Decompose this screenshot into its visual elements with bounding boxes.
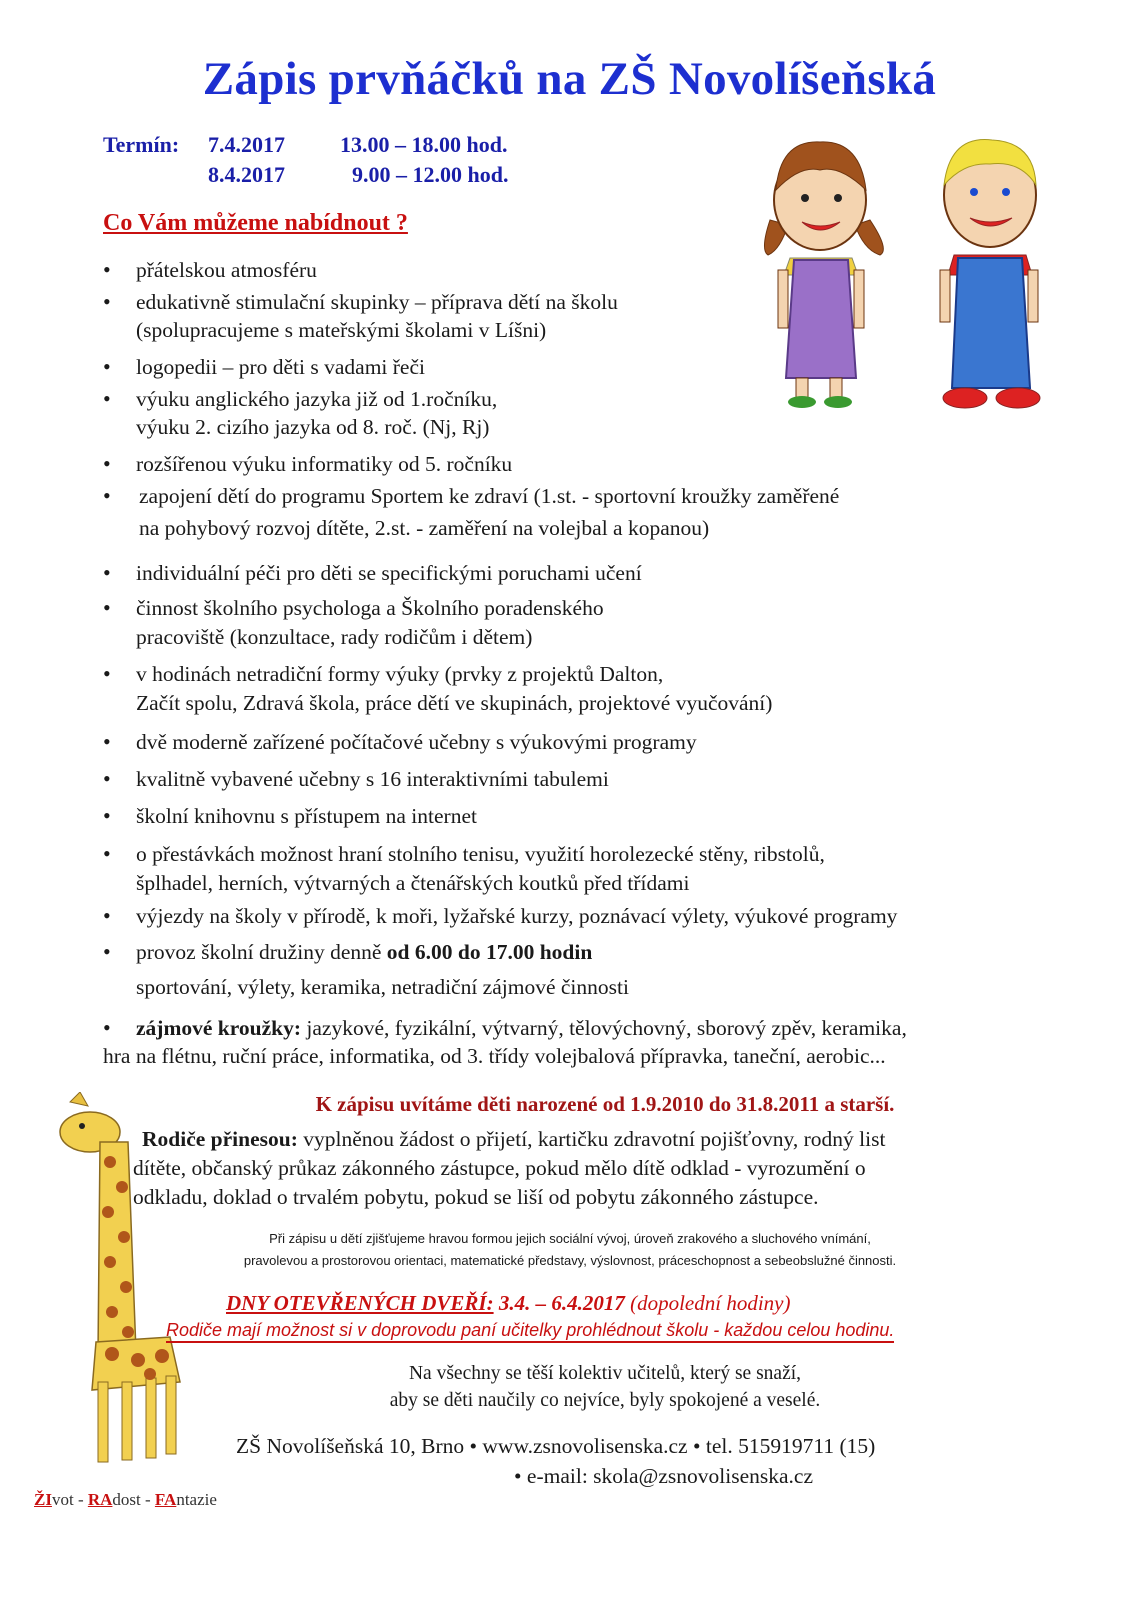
- assessment-note-line-2: pravolevou a prostorovou orientaci, matematické představy, výslovnost, práceschopnost a sebeobslužné činnosti.: [243, 1253, 897, 1268]
- schedule-time-1: 13.00 – 18.00 hod.: [340, 132, 508, 157]
- bullet-icon: •: [103, 903, 111, 928]
- schedule-time-2: 9.00 – 12.00 hod.: [352, 162, 509, 187]
- girl-drawing: [764, 142, 883, 408]
- assessment-note-line-1: Při zápisu u dětí zjišťujeme hravou formou jejich sociální vývoj, úroveň zrakového a sluchového vnímání,: [269, 1231, 871, 1246]
- bullet-icon: •: [103, 1015, 111, 1040]
- parents-bring-line-2: dítěte, občanský průkaz zákonného zástupce, pokud mělo dítě odklad - vyrozumění o: [133, 1156, 866, 1180]
- offer-heading: Co Vám můžeme nabídnout ?: [103, 210, 408, 236]
- bullet-icon: •: [103, 803, 111, 828]
- bullet-icon: •: [103, 289, 111, 314]
- boy-drawing: [940, 140, 1040, 408]
- closing-line-1: Na všechny se těší kolektiv učitelů, který se snaží,: [408, 1363, 802, 1384]
- parents-bring-line-1: Rodiče přinesou: vyplněnou žádost o přijetí, kartičku zdravotní pojišťovny, rodný list: [142, 1127, 886, 1151]
- schedule-label: Termín:: [103, 132, 180, 157]
- closing-line-2: aby se děti naučily co nejvíce, byly spokojené a veselé.: [389, 1390, 821, 1411]
- parents-bring-line-3: odkladu, doklad o trvalém pobytu, pokud se liší od pobytu zákonného zástupce.: [133, 1185, 819, 1209]
- contact-line-1: ZŠ Novolíšeňská 10, Brno • www.zsnovolisenska.cz • tel. 515919711 (15): [236, 1434, 876, 1458]
- bullet-icon: •: [103, 560, 111, 585]
- bullet-icon: •: [103, 939, 111, 964]
- open-days-note: Rodiče mají možnost si v doprovodu paní učitelky prohlédnout školu - každou celou hodinu.: [166, 1320, 894, 1343]
- contact-email: • e-mail: skola@zsnovolisenska.cz: [514, 1464, 813, 1488]
- bullet-icon: •: [103, 483, 111, 508]
- bullet-icon: •: [103, 766, 111, 791]
- bullet-icon: •: [103, 595, 111, 620]
- children-illustration: [760, 130, 1080, 430]
- bullet-icon: •: [103, 257, 111, 282]
- enrollment-note: K zápisu uvítáme děti narozené od 1.9.2010 do 31.8.2011 a starší.: [315, 1092, 895, 1116]
- bullet-icon: •: [103, 661, 111, 686]
- bullet-icon: •: [103, 386, 111, 411]
- schedule-date-2: 8.4.2017: [208, 162, 285, 187]
- page-title: Zápis prvňáčků na ZŠ Novolíšeňská: [202, 53, 937, 105]
- bullet-icon: •: [103, 841, 111, 866]
- bullet-icon: •: [103, 451, 111, 476]
- school-motto: ŽIvot - RAdost - FAntazie: [34, 1490, 217, 1509]
- bullet-icon: •: [103, 729, 111, 754]
- bullet-icon: •: [103, 354, 111, 379]
- schedule-date-1: 7.4.2017: [208, 132, 285, 157]
- open-days: DNY OTEVŘENÝCH DVEŘÍ: 3.4. – 6.4.2017 (dopolední hodiny): [226, 1291, 791, 1315]
